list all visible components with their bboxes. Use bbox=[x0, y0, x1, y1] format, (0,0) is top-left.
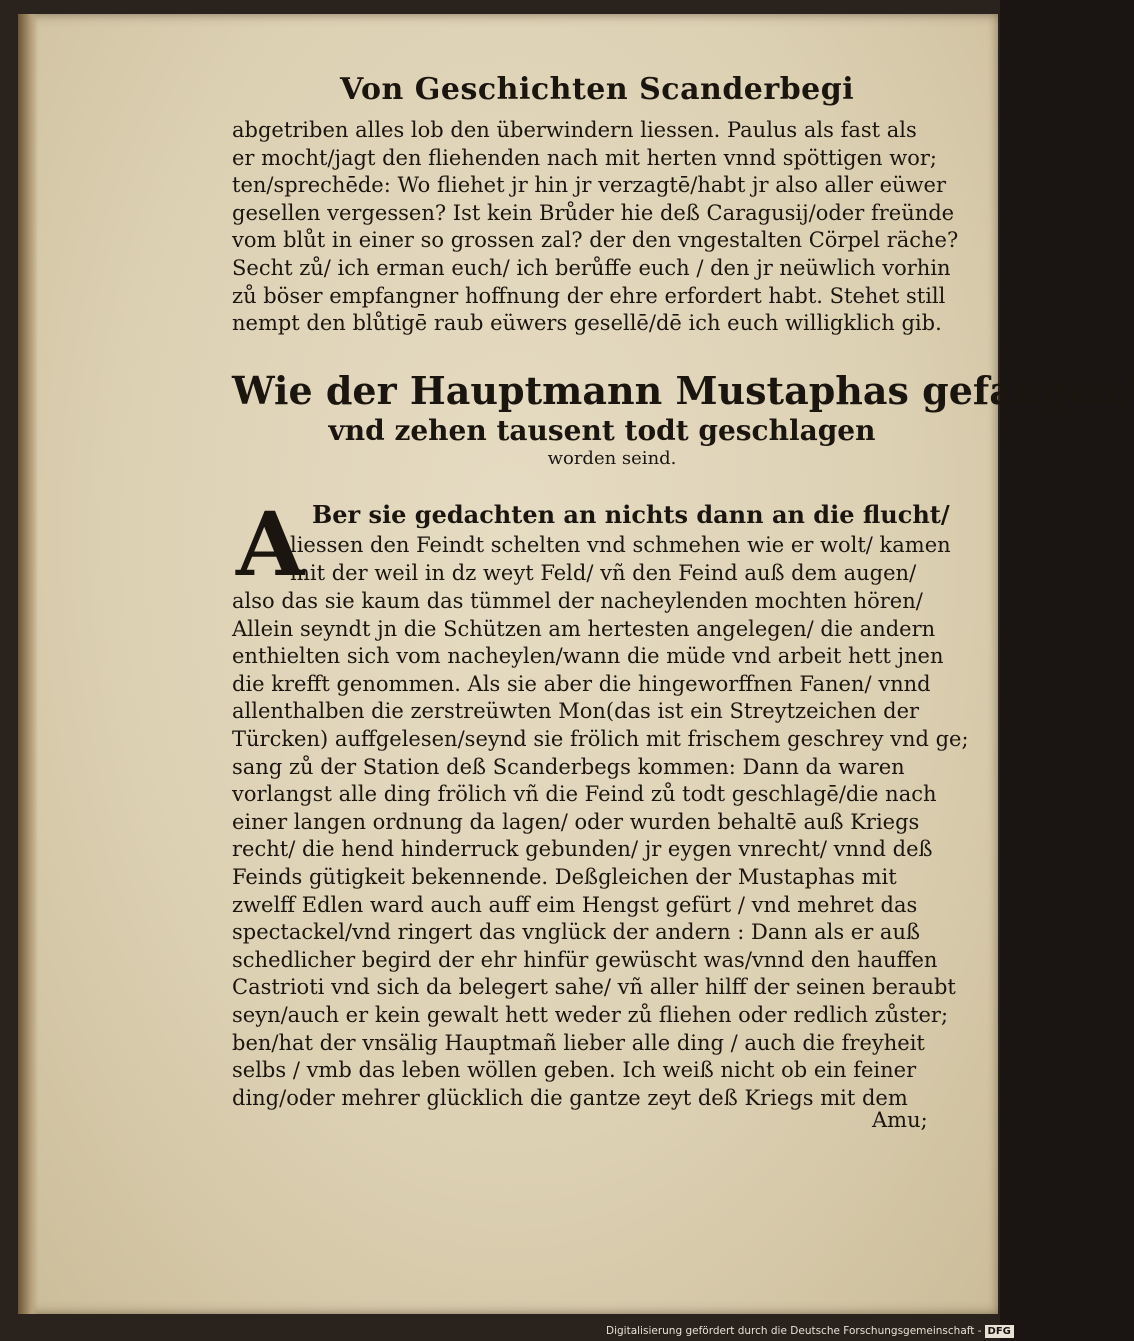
section-heading bbox=[232, 368, 1134, 470]
dfg-logo: DFG bbox=[985, 1325, 1014, 1338]
page-gutter-shadow bbox=[18, 14, 38, 1314]
text-line: ding/oder mehrer glücklich die gantze zeyt deß Kriegs mit dem bbox=[232, 1085, 908, 1110]
section-heading-line-2: vnd zehen tausent todt geschlagen bbox=[328, 414, 876, 447]
text-line: Castrioti vnd sich da belegert sahe/ vñ aller hilff der seinen beraubt bbox=[232, 975, 956, 1000]
text-line: Allein seyndt jn die Schützen am hertesten angelegen/ die andern bbox=[232, 616, 936, 641]
digitization-footer bbox=[606, 1322, 1011, 1340]
running-head: Von Geschichten Scanderbegi bbox=[340, 72, 855, 107]
text-line: abgetriben alles lob den überwindern liessen. Paulus als fast als bbox=[232, 118, 917, 142]
text-line: vom blůt in einer so grossen zal? der den vngestalten Cörpel räche? bbox=[232, 228, 959, 253]
catchword: Amu; bbox=[872, 1108, 928, 1132]
text-line: Secht zů/ ich erman euch/ ich berůffe euch / den jr neüwlich vorhin bbox=[232, 255, 951, 280]
text-line: recht/ die hend hinderruck gebunden/ jr eygen vnrecht/ vnnd deß bbox=[232, 837, 933, 862]
text-line: mit der weil in dz weyt Feld/ vñ den Feind auß dem augen/ bbox=[290, 560, 917, 585]
paragraph-2-first-line: Ber sie gedachten an nichts dann an die flucht/ bbox=[312, 500, 950, 529]
text-line: seyn/auch er kein gewalt hett weder zů fliehen oder redlich zůster; bbox=[232, 1002, 949, 1027]
footer-text: Digitalisierung gefördert durch die Deutsche Forschungsgemeinschaft - bbox=[606, 1325, 982, 1337]
text-line: zů böser empfangner hoffnung der ehre erfordert habt. Stehet still bbox=[232, 283, 946, 308]
text-line: Türcken) auffgelesen/seynd sie frölich mit frischem geschrey vnd ge; bbox=[232, 726, 969, 751]
text-line: die krefft genommen. Als sie aber die hingeworffnen Fanen/ vnnd bbox=[232, 671, 931, 696]
text-line: schedlicher begird der ehr hinfür gewüscht was/vnnd den hauffen bbox=[232, 947, 938, 972]
text-line: vorlangst alle ding frölich vñ die Feind zů todt geschlagē/die nach bbox=[232, 782, 937, 807]
text-line: Feinds gütigkeit bekennende. Deßgleichen der Mustaphas mit bbox=[232, 864, 897, 889]
text-line: sang zů der Station deß Scanderbegs kommen: Dann da waren bbox=[232, 754, 905, 779]
text-line: also das sie kaum das tümmel der nacheylenden mochten hören/ bbox=[232, 589, 923, 613]
text-line: ten/sprechēde: Wo fliehet jr hin jr verzagtē/habt jr also aller eüwer bbox=[232, 173, 947, 198]
text-line: allenthalben die zerstreüwten Mon(das ist ein Streytzeichen der bbox=[232, 699, 920, 724]
text-line: ben/hat der vnsälig Hauptmañ lieber alle ding / auch die freyheit bbox=[232, 1030, 925, 1055]
section-heading-line-1: Wie der Hauptmann Mustaphas gefangen/ bbox=[232, 368, 1134, 413]
text-line: zwelff Edlen ward auch auff eim Hengst gefürt / vnd mehret das bbox=[232, 892, 918, 917]
text-line: enthielten sich vom nacheylen/wann die müde vnd arbeit hett jnen bbox=[232, 644, 944, 669]
text-line: liessen den Feindt schelten vnd schmehen wie er wolt/ kamen bbox=[290, 533, 951, 557]
text-line: gesellen vergessen? Ist kein Brůder hie deß Caragusij/oder freünde bbox=[232, 200, 955, 225]
paragraph-2 bbox=[232, 588, 969, 1112]
paragraph-1 bbox=[232, 117, 959, 338]
section-heading-line-3: worden seind. bbox=[547, 448, 677, 469]
text-line: einer langen ordnung da lagen/ oder wurden behaltē auß Kriegs bbox=[232, 809, 920, 834]
text-line: nempt den blůtigē raub eüwers gesellē/dē ich euch willigklich gib. bbox=[232, 311, 942, 336]
text-line: selbs / vmb das leben wöllen geben. Ich weiß nicht ob ein feiner bbox=[232, 1058, 917, 1083]
text-line: spectackel/vnd ringert das vnglück der andern : Dann als er auß bbox=[232, 920, 921, 945]
decorated-initial: A bbox=[236, 492, 305, 596]
paragraph-2-indented bbox=[290, 532, 951, 587]
text-line: er mocht/jagt den fliehenden nach mit herten vnnd spöttigen wor; bbox=[232, 145, 937, 170]
